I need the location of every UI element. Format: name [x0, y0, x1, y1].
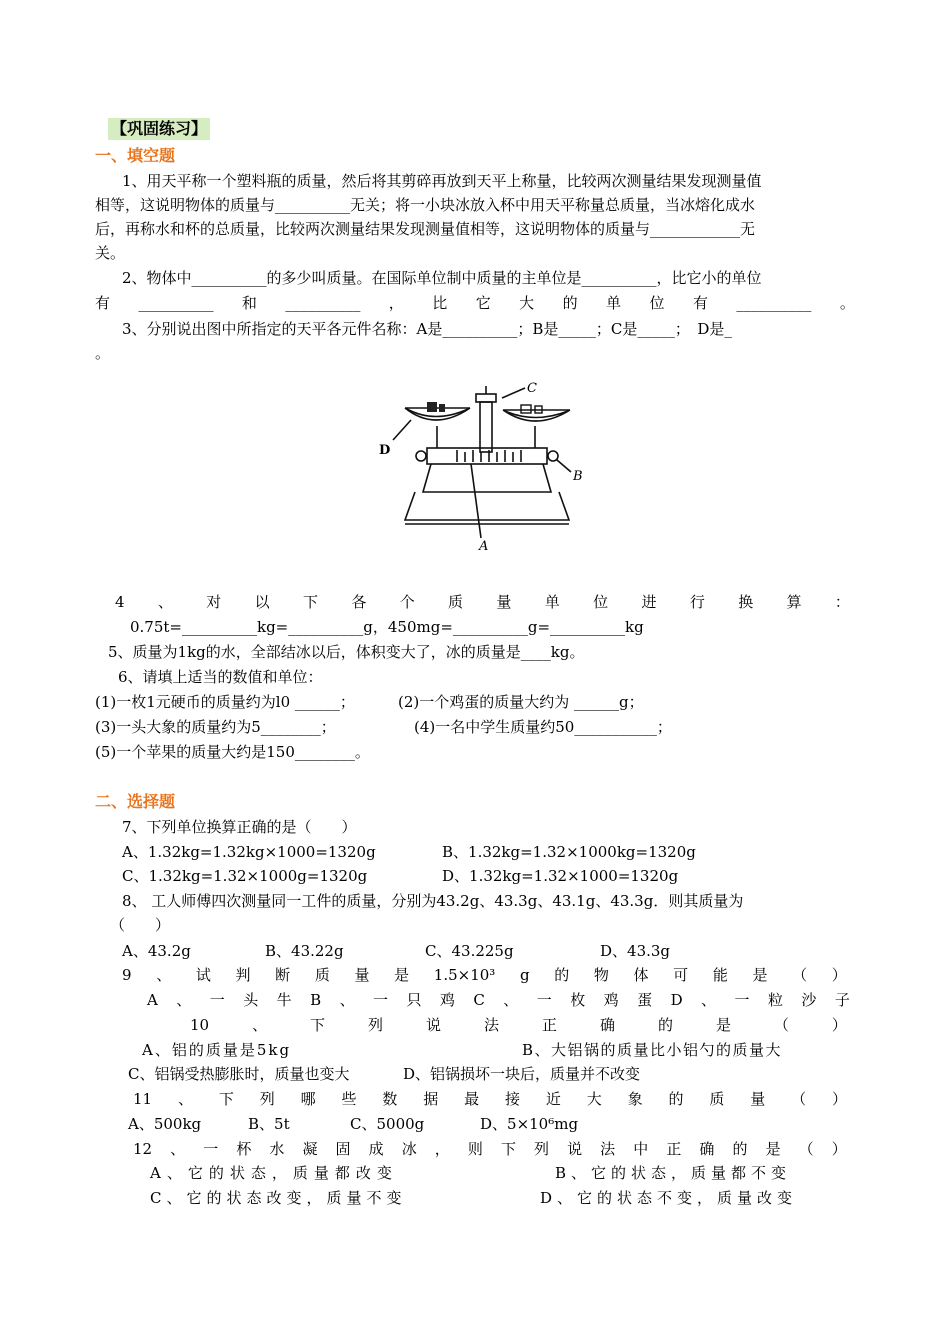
spread-token: 列: [259, 1090, 275, 1108]
spread-token: 断: [275, 966, 291, 984]
q12-option-a: A、它的状态，质量都改变: [150, 1164, 398, 1182]
q12-option-c: C、它的状态改变，质量不变: [150, 1189, 407, 1207]
spread-token: （: [792, 966, 808, 984]
spread-token: 11: [133, 1090, 153, 1108]
spread-token: 1.5×10³: [433, 966, 496, 984]
spread-token: （: [791, 1090, 807, 1108]
q8-option-b: B、43.22g: [265, 942, 344, 960]
spread-token: 有: [95, 294, 111, 312]
spread-token: 据: [423, 1090, 439, 1108]
spread-token: 有: [692, 294, 708, 312]
spread-token: 列: [368, 1016, 384, 1034]
q10-option-c: C、铝锅受热膨胀时，质量也变大: [128, 1065, 350, 1083]
spread-token: 则: [467, 1140, 483, 1158]
spread-token: 中: [633, 1140, 649, 1158]
spread-token: 的: [562, 294, 578, 312]
q9-options: [147, 990, 850, 1010]
q6-stem: 6、请填上适当的数值和单位：: [118, 668, 323, 686]
q7-option-b: B、1.32kg=1.32×1000kg=1320g: [442, 843, 696, 861]
spread-token: ）: [831, 1090, 847, 1108]
spread-token: 沙: [801, 991, 817, 1009]
q11-stem: [133, 1089, 847, 1109]
q12-option-b: B、它的状态，质量都不变: [555, 1164, 792, 1182]
spread-token: 固: [335, 1140, 351, 1158]
q6-item-5: (5)一个苹果的质量大约是150________。: [95, 743, 370, 761]
spread-token: 一: [209, 991, 225, 1009]
spread-token: 位: [593, 593, 609, 611]
spread-token: D: [670, 991, 683, 1009]
spread-token: 杯: [236, 1140, 252, 1158]
q10-stem: [190, 1015, 847, 1035]
q2-line-2: [95, 293, 855, 313]
spread-token: 下: [302, 593, 318, 611]
spread-token: 凝: [302, 1140, 318, 1158]
spread-token: 一: [373, 991, 389, 1009]
q5-line: 5、质量为1kg的水，全部结冰以后，体积变大了，冰的质量是____kg。: [108, 643, 585, 661]
q4-line-2: 0.75t=__________kg=__________g，450mg=__________g=__________kg: [130, 618, 644, 636]
spread-token: 只: [406, 991, 422, 1009]
spread-token: 、: [170, 1140, 186, 1158]
spread-token: 的: [554, 966, 570, 984]
spread-token: 对: [206, 593, 222, 611]
spread-token: 各: [351, 593, 367, 611]
spread-token: 12: [133, 1140, 153, 1158]
spread-token: 是: [715, 1016, 731, 1034]
spread-token: 确: [699, 1140, 715, 1158]
spread-token: 判: [235, 966, 251, 984]
spread-token: 质: [448, 593, 464, 611]
spread-token: 鸡: [439, 991, 455, 1009]
spread-token: 下: [310, 1016, 326, 1034]
figure-label-d: D: [379, 443, 391, 458]
spread-token: 近: [545, 1090, 561, 1108]
spread-token: ，: [388, 294, 404, 312]
q8-option-d: D、43.3g: [600, 942, 671, 960]
spread-token: 是: [752, 966, 768, 984]
figure-label-a: A: [479, 539, 489, 550]
spread-token: 下: [218, 1090, 234, 1108]
spread-token: 说: [426, 1016, 442, 1034]
spread-token: 质: [314, 966, 330, 984]
q6-item-1: (1)一枚1元硬币的质量约为l0 ______；: [95, 693, 355, 711]
q1-line-3: 后，再称水和杯的总质量，比较两次测量结果发现测量值相等，这说明物体的质量与____________无: [95, 220, 756, 238]
spread-token: 法: [484, 1016, 500, 1034]
spread-token: 正: [541, 1016, 557, 1034]
spread-token: 枚: [570, 991, 586, 1009]
spread-token: 、: [176, 991, 192, 1009]
spread-token: 算: [786, 593, 802, 611]
spread-token: 比: [432, 294, 448, 312]
q6-item-2: (2)一个鸡蛋的质量大约为 ______g；: [398, 693, 644, 711]
spread-token: B: [310, 991, 322, 1009]
spread-token: 行: [689, 593, 705, 611]
q7-option-a: A、1.32kg=1.32kg×1000=1320g: [122, 843, 376, 861]
spread-token: 正: [666, 1140, 682, 1158]
spread-token: g: [519, 966, 530, 984]
spread-token: 下: [500, 1140, 516, 1158]
q9-stem: [122, 965, 847, 985]
spread-token: 一: [536, 991, 552, 1009]
q11-option-a: A、500kg: [128, 1115, 202, 1133]
spread-token: ）: [831, 1140, 847, 1158]
spread-token: 牛: [276, 991, 292, 1009]
section-fill-title: 一、填空题: [95, 146, 176, 165]
spread-token: 、: [177, 1090, 193, 1108]
spread-token: 大: [586, 1090, 602, 1108]
spread-token: 、: [156, 966, 172, 984]
spread-token: （: [798, 1140, 814, 1158]
spread-token: 一: [203, 1140, 219, 1158]
spread-token: 鸡: [603, 991, 619, 1009]
spread-token: 些: [341, 1090, 357, 1108]
spread-token: 数: [382, 1090, 398, 1108]
spread-token: 换: [738, 593, 754, 611]
spread-token: 接: [504, 1090, 520, 1108]
q11-option-b: B、5t: [248, 1115, 290, 1133]
spread-token: 哪: [300, 1090, 316, 1108]
spread-token: ，: [434, 1140, 450, 1158]
spread-token: 个: [399, 593, 415, 611]
q8-stem: 8、 工人师傅四次测量同一工件的质量，分别为43.2g、43.3g、43.1g、43.3g．则其质量为: [122, 892, 744, 910]
spread-token: 单: [544, 593, 560, 611]
q7-stem: 7、下列单位换算正确的是（ ）: [122, 818, 357, 836]
spread-token: C: [473, 991, 485, 1009]
figure-label-b: B: [573, 469, 583, 484]
spread-token: __________: [736, 294, 812, 312]
spread-token: ）: [831, 1016, 847, 1034]
spread-token: 头: [243, 991, 259, 1009]
spread-token: __________: [285, 294, 361, 312]
spread-token: 一: [734, 991, 750, 1009]
spread-token: 和: [241, 294, 257, 312]
q10-option-d: D、铝锅损坏一块后，质量并不改变: [403, 1065, 641, 1083]
balance-scale-figure: [375, 380, 595, 550]
spread-token: 、: [339, 991, 355, 1009]
spread-token: 量: [496, 593, 512, 611]
spread-token: 进: [641, 593, 657, 611]
q7-option-c: C、1.32kg=1.32×1000g=1320g: [122, 867, 368, 885]
spread-token: ）: [831, 966, 847, 984]
spread-token: 物: [593, 966, 609, 984]
spread-token: __________: [138, 294, 214, 312]
spread-token: ：: [834, 593, 850, 611]
spread-token: A: [147, 991, 158, 1009]
spread-token: 冰: [401, 1140, 417, 1158]
spread-token: 位: [649, 294, 665, 312]
spread-token: 粒: [767, 991, 783, 1009]
q4-line-1: [115, 592, 850, 612]
spread-token: 水: [269, 1140, 285, 1158]
spread-token: 是: [394, 966, 410, 984]
spread-token: 量: [354, 966, 370, 984]
q8-option-a: A、43.2g: [122, 942, 191, 960]
q6-item-4: (4)一名中学生质量约50___________；: [414, 718, 672, 736]
q2-line-1: 2、物体中__________的多少叫质量。在国际单位制中质量的主单位是__________，比它小的单位: [122, 269, 762, 287]
spread-token: 象: [627, 1090, 643, 1108]
spread-token: 、: [701, 991, 717, 1009]
spread-token: 。: [839, 294, 855, 312]
exercise-header: 【巩固练习】: [108, 118, 210, 140]
q3-line-1: 3、分别说出图中所指定的天平各元件名称：A是__________；B是_____；C是_____； D是_: [122, 320, 732, 338]
spread-token: 质: [709, 1090, 725, 1108]
q12-stem: [133, 1139, 847, 1159]
spread-token: 试: [195, 966, 211, 984]
q3-line-2: 。: [95, 344, 111, 362]
spread-token: 的: [668, 1090, 684, 1108]
q6-item-3: (3)一头大象的质量约为5________；: [95, 718, 336, 736]
q1-line-2: 相等，这说明物体的质量与__________无关；将一小块冰放入杯中用天平称量总质量，当冰熔化成水: [95, 196, 756, 214]
spread-token: 它: [475, 294, 491, 312]
q1-line-4: 关。: [95, 244, 126, 262]
spread-token: 能: [712, 966, 728, 984]
spread-token: 可: [673, 966, 689, 984]
spread-token: 量: [750, 1090, 766, 1108]
q8-paren: （ ）: [110, 916, 171, 934]
spread-token: 的: [732, 1140, 748, 1158]
spread-token: 大: [519, 294, 535, 312]
section-choice-title: 二、选择题: [95, 792, 176, 811]
figure-label-c: C: [527, 381, 537, 396]
spread-token: 确: [599, 1016, 615, 1034]
q11-option-c: C、5000g: [350, 1115, 425, 1133]
spread-token: 蛋: [637, 991, 653, 1009]
spread-token: 单: [606, 294, 622, 312]
spread-token: 体: [633, 966, 649, 984]
spread-token: 最: [464, 1090, 480, 1108]
q10-option-a: A、铝的质量是5kg: [142, 1041, 292, 1059]
spread-token: 9: [122, 966, 132, 984]
spread-token: 、: [252, 1016, 268, 1034]
q11-option-d: D、5×10⁶mg: [480, 1115, 579, 1133]
spread-token: 、: [157, 593, 173, 611]
spread-token: 说: [567, 1140, 583, 1158]
q8-option-c: C、43.225g: [425, 942, 514, 960]
q10-option-b: B、大铝锅的质量比小铝勺的质量大: [522, 1041, 783, 1059]
spread-token: 子: [834, 991, 850, 1009]
q1-line-1: 1、用天平称一个塑料瓶的质量，然后将其剪碎再放到天平上称量，比较两次测量结果发现测量值: [122, 172, 762, 190]
spread-token: 法: [600, 1140, 616, 1158]
spread-token: 、: [503, 991, 519, 1009]
spread-token: 是: [765, 1140, 781, 1158]
q12-option-d: D、它的状态不变，质量改变: [540, 1189, 798, 1207]
spread-token: 以: [254, 593, 270, 611]
spread-token: 成: [368, 1140, 384, 1158]
spread-token: 10: [190, 1016, 210, 1034]
spread-token: 列: [534, 1140, 550, 1158]
spread-token: 4: [115, 593, 125, 611]
spread-token: （: [773, 1016, 789, 1034]
q7-option-d: D、1.32kg=1.32×1000=1320g: [442, 867, 679, 885]
spread-token: 的: [657, 1016, 673, 1034]
